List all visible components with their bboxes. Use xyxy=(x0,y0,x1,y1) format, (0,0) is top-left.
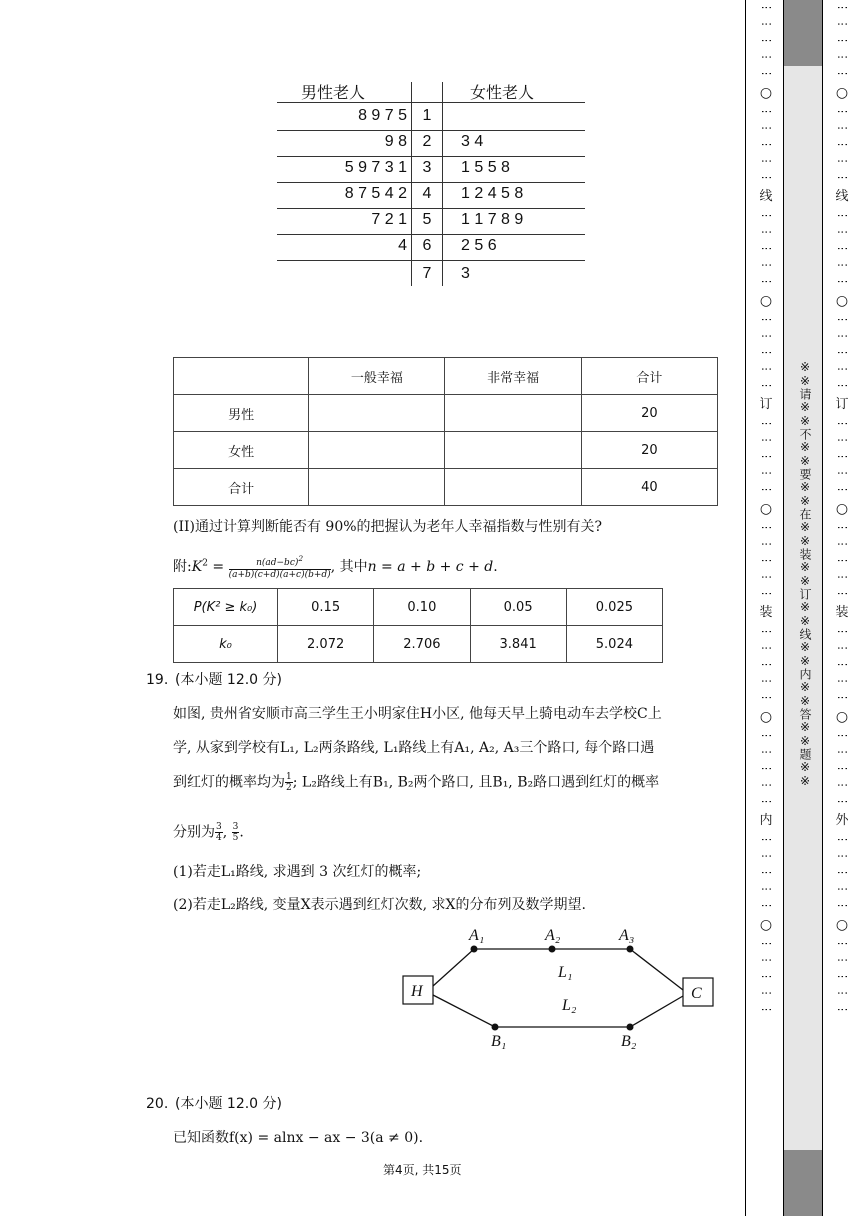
node-a1 xyxy=(471,946,478,953)
k-table-cell: 3.841 xyxy=(470,626,566,663)
k-table-row2-label: k₀ xyxy=(174,626,278,663)
female-header: 女性老人 xyxy=(470,83,535,102)
dotted-segment: ⋮ ⋮ ⋮ ⋮ ⋮ xyxy=(836,2,849,80)
label-l2: L₂ xyxy=(562,997,577,1014)
stem-row xyxy=(277,234,585,260)
no-answer-warning: ※※请※※不※※要※※在※※装※※订※※线※※内※※答※※题※※ xyxy=(798,360,812,788)
dotted-segment: ⋮ ⋮ ⋮ ⋮ ⋮ xyxy=(760,626,773,704)
q19-sub2: (2)若走L₂路线, 变量X表示遇到红灯次数, 求X的分布列及数学期望. xyxy=(173,897,586,913)
q19-number: 19. xyxy=(146,672,169,688)
dotted-segment: ⋮ ⋮ ⋮ ⋮ ⋮ xyxy=(836,314,849,392)
table-cell: 40 xyxy=(581,469,717,506)
stem-value: 1 xyxy=(422,107,432,124)
table-cell: 20 xyxy=(581,395,717,432)
label-b1: B₁ xyxy=(491,1033,507,1050)
dotted-segment: ⋮ ⋮ ⋮ ⋮ ⋮ xyxy=(836,418,849,496)
node-a2 xyxy=(549,946,556,953)
q19-line1: 如图, 贵州省安顺市高三学生王小明家住H小区, 他每天早上骑电动车去学校C上 xyxy=(173,706,662,722)
table-cell: 男性 xyxy=(174,395,309,432)
contingency-table xyxy=(173,357,718,506)
table-cell xyxy=(445,395,581,432)
label-c: C xyxy=(691,985,702,1002)
binding-circle: ○ xyxy=(759,501,773,517)
binding-circle: ○ xyxy=(835,85,849,101)
q19-line2: 学, 从家到学校有L₁, L₂两条路线, L₁路线上有A₁, A₂, A₃三个路口, 每个路口遇 xyxy=(173,740,655,756)
question-2-text: (II)通过计算判断能否有 90%的把握认为老年人幸福指数与性别有关? xyxy=(173,519,603,535)
table-cell xyxy=(309,395,445,432)
female-leaves: 2 5 6 xyxy=(461,237,497,254)
dotted-segment: ⋮ ⋮ ⋮ ⋮ ⋮ xyxy=(760,314,773,392)
margin-label: 订 xyxy=(759,397,773,412)
table-header: 非常幸福 xyxy=(445,358,581,395)
k-table-cell: 2.706 xyxy=(374,626,470,663)
stem-value: 2 xyxy=(422,133,432,150)
stem-leaf-plot xyxy=(277,76,585,286)
female-leaves: 3 4 xyxy=(461,133,484,150)
stem-value: 6 xyxy=(422,237,432,254)
label-a2: A₂ xyxy=(545,927,561,944)
margin-label: 订 xyxy=(835,397,849,412)
margin-label: 线 xyxy=(835,189,849,204)
binding-block-bottom xyxy=(783,1150,822,1216)
binding-circle: ○ xyxy=(759,85,773,101)
q20-line1: 已知函数f(x) = alnx − ax − 3(a ≠ 0). xyxy=(173,1130,424,1146)
male-leaves: 4 xyxy=(398,237,407,254)
female-leaves: 1 2 4 5 8 xyxy=(461,185,524,202)
stem-row xyxy=(277,182,585,208)
page-footer: 第4页, 共15页 xyxy=(383,1163,462,1177)
label-a3: A₃ xyxy=(619,927,635,944)
q20-number: 20. xyxy=(146,1096,169,1112)
binding-circle: ○ xyxy=(835,709,849,725)
dotted-segment: ⋮ ⋮ ⋮ ⋮ ⋮ xyxy=(760,730,773,808)
dotted-segment: ⋮ ⋮ ⋮ ⋮ ⋮ xyxy=(836,626,849,704)
stem-row xyxy=(277,104,585,130)
male-leaves: 8 7 5 4 2 xyxy=(344,185,407,202)
table-cell xyxy=(445,432,581,469)
dotted-segment: ⋮ ⋮ ⋮ ⋮ ⋮ xyxy=(836,834,849,912)
dotted-segment: ⋮ ⋮ ⋮ ⋮ ⋮ xyxy=(836,522,849,600)
binding-block-top xyxy=(783,0,822,66)
table-cell: 20 xyxy=(581,432,717,469)
female-leaves: 1 1 7 8 9 xyxy=(461,211,524,228)
formula: 附$:K^2$ = $\frac{n(ad-bc)^2}{(a+b)(c+d)(a+c)(b+d)}$ , 其中n = a + b + c + d. xyxy=(173,554,498,580)
table-cell: 女性 xyxy=(174,432,309,469)
male-leaves: 7 2 1 xyxy=(371,211,407,228)
k-table-cell: 0.025 xyxy=(566,589,662,626)
table-cell xyxy=(445,469,581,506)
k-table-cell: 0.15 xyxy=(278,589,374,626)
male-leaves: 8 9 7 5 xyxy=(358,107,407,124)
male-leaves: 5 9 7 3 1 xyxy=(344,159,407,176)
label-b2: B₂ xyxy=(621,1033,637,1050)
margin-label: 装 xyxy=(835,605,849,620)
route-diagram xyxy=(395,920,725,1055)
stem-row xyxy=(277,130,585,156)
node-b1 xyxy=(492,1024,499,1031)
stem-value: 5 xyxy=(422,211,432,228)
route-l2 xyxy=(433,995,683,1027)
dotted-segment: ⋮ ⋮ ⋮ ⋮ ⋮ xyxy=(760,2,773,80)
female-leaves: 3 xyxy=(461,265,470,282)
table-cell xyxy=(309,432,445,469)
q20-score: (本小题 12.0 分) xyxy=(175,1096,282,1112)
margin-label: 线 xyxy=(759,189,773,204)
label-h: H xyxy=(411,983,423,1000)
stem-row xyxy=(277,156,585,182)
inner-dotted-line xyxy=(754,0,778,1216)
table-header: 合计 xyxy=(581,358,717,395)
stem-value: 7 xyxy=(422,265,432,282)
dotted-segment: ⋮ ⋮ ⋮ ⋮ ⋮ xyxy=(836,730,849,808)
stem-value: 3 xyxy=(422,159,432,176)
q19-line4: 分别为 $\frac{3}{4}$ , $\frac{3}{5}$ . xyxy=(173,822,244,843)
k-table-row1-label: P(K² ≥ k₀) xyxy=(174,589,278,626)
table-cell xyxy=(309,469,445,506)
k-table-cell: 0.05 xyxy=(470,589,566,626)
k-table-cell: 5.024 xyxy=(566,626,662,663)
dotted-segment: ⋮ ⋮ ⋮ ⋮ ⋮ xyxy=(836,106,849,184)
k-table-cell: 2.072 xyxy=(278,626,374,663)
binding-circle: ○ xyxy=(835,293,849,309)
table-header xyxy=(174,358,309,395)
stem-value: 4 xyxy=(422,185,432,202)
node-b2 xyxy=(627,1024,634,1031)
outer-dotted-line xyxy=(830,0,854,1216)
critical-value-table xyxy=(173,588,663,663)
female-leaves: 1 5 5 8 xyxy=(461,159,510,176)
dotted-segment: ⋮ ⋮ ⋮ ⋮ ⋮ xyxy=(760,938,773,1016)
dotted-segment: ⋮ ⋮ ⋮ ⋮ ⋮ xyxy=(760,106,773,184)
label-a1: A₁ xyxy=(469,927,485,944)
male-leaves: 9 8 xyxy=(384,133,407,150)
q19-line3: 到红灯的概率均为 $\frac{1}{2}$ ; L₂路线上有B₁, B₂两个路口, 且B₁, B₂路口遇到红灯的概率 xyxy=(173,772,660,793)
dotted-segment: ⋮ ⋮ ⋮ ⋮ ⋮ xyxy=(836,938,849,1016)
q19-sub1: (1)若走L₁路线, 求遇到 3 次红灯的概率; xyxy=(173,864,422,880)
label-l1: L₁ xyxy=(558,964,573,981)
binding-circle: ○ xyxy=(759,709,773,725)
dotted-segment: ⋮ ⋮ ⋮ ⋮ ⋮ xyxy=(760,834,773,912)
male-header: 男性老人 xyxy=(301,83,366,102)
binding-circle: ○ xyxy=(835,501,849,517)
dotted-segment: ⋮ ⋮ ⋮ ⋮ ⋮ xyxy=(760,418,773,496)
margin-label: 外 xyxy=(835,813,849,828)
margin-label: 装 xyxy=(759,605,773,620)
margin-label: 内 xyxy=(759,813,773,828)
binding-circle: ○ xyxy=(759,917,773,933)
k-table-cell: 0.10 xyxy=(374,589,470,626)
q19-score: (本小题 12.0 分) xyxy=(175,672,282,688)
binding-circle: ○ xyxy=(835,917,849,933)
stem-row xyxy=(277,262,585,288)
dotted-segment: ⋮ ⋮ ⋮ ⋮ ⋮ xyxy=(760,210,773,288)
node-a3 xyxy=(627,946,634,953)
dotted-segment: ⋮ ⋮ ⋮ ⋮ ⋮ xyxy=(836,210,849,288)
binding-circle: ○ xyxy=(759,293,773,309)
dotted-segment: ⋮ ⋮ ⋮ ⋮ ⋮ xyxy=(760,522,773,600)
table-cell: 合计 xyxy=(174,469,309,506)
stem-row xyxy=(277,208,585,234)
table-header: 一般幸福 xyxy=(309,358,445,395)
